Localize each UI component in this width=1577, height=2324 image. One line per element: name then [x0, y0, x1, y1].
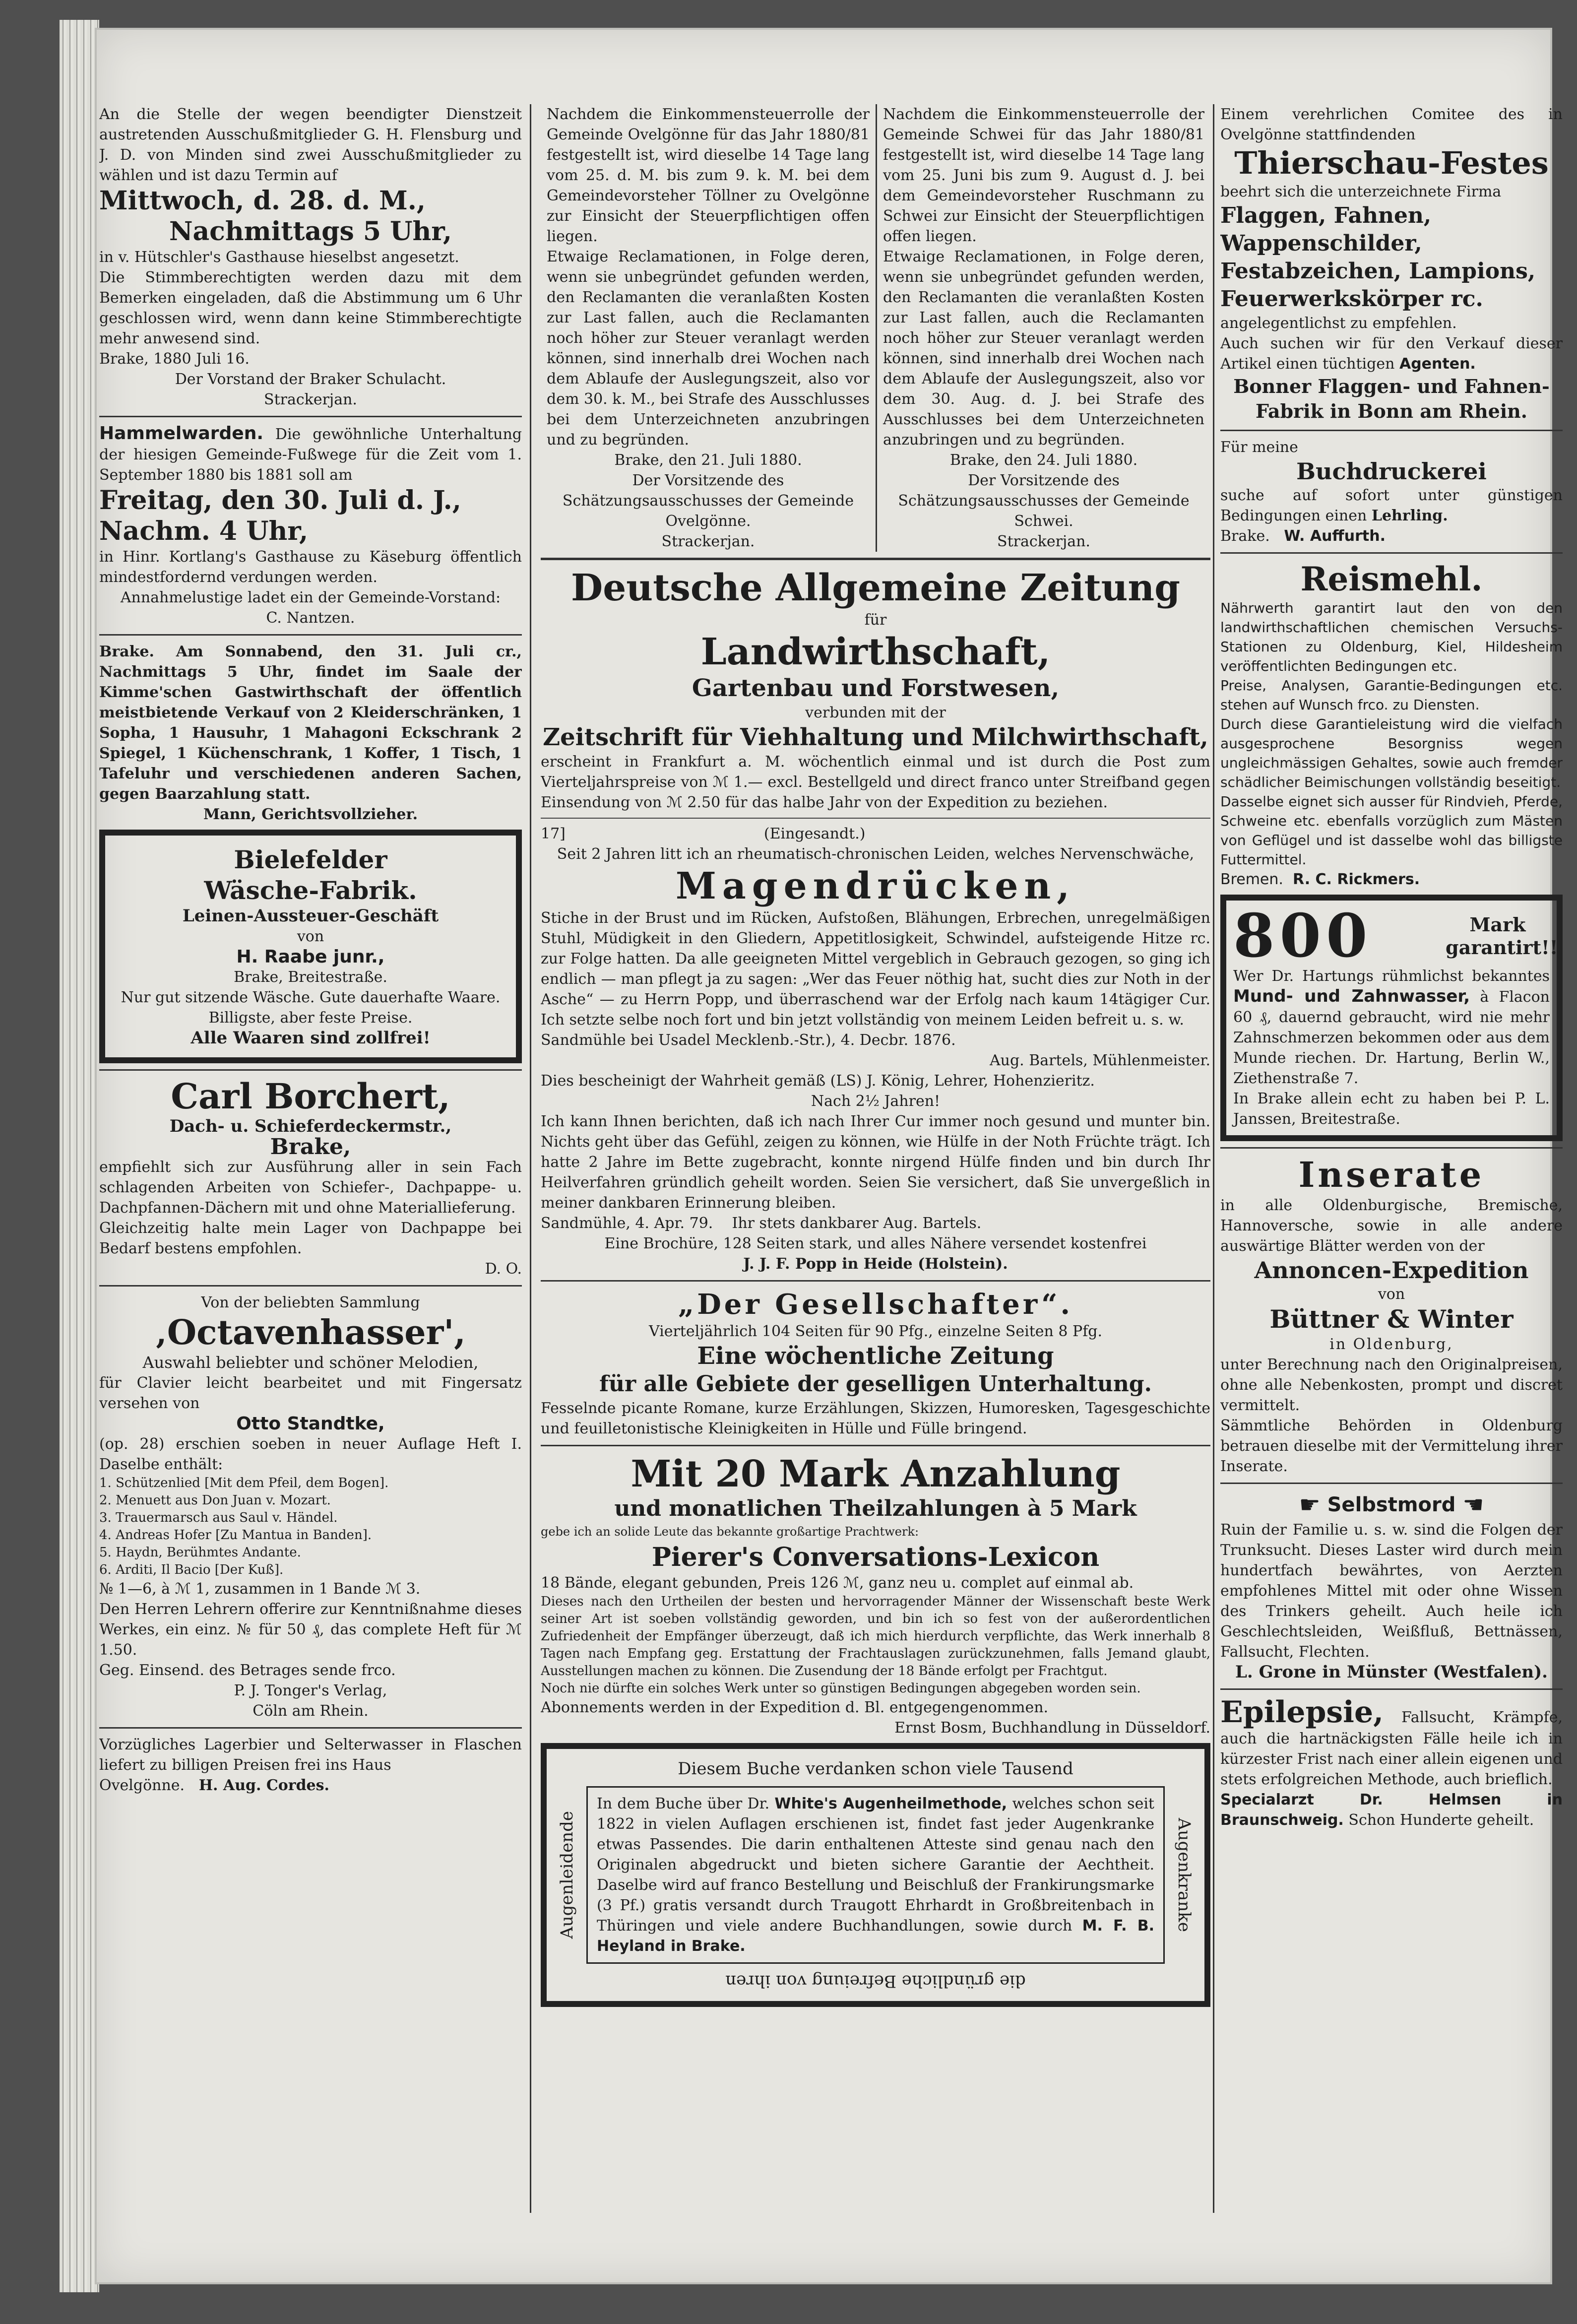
ad-text: An die Stelle der wegen beendigter Dienstzeit austretenden Ausschußmitglieder G. H. Flensburg und J. D. von Minden sind zwei Ausschußmitglieder zu wählen und ist dazu Termin auf [99, 106, 522, 184]
pointing-hand-icon: ☚ [1462, 1491, 1484, 1519]
ad-text: Nährwerth garantirt laut den von den landwirthschaftlichen chemischen Versuchs-Stationen zu Oldenburg, Kiel, Hildesheim veröffentlichten Bedingungen etc. [1220, 600, 1563, 674]
ad-name: White's Augenheilmethode, [774, 1795, 1008, 1812]
ad-mark: Mark garantirt!! [1446, 913, 1558, 959]
ad-text: Schon Hunderte geheilt. [1348, 1811, 1534, 1829]
column-rule [530, 104, 531, 2213]
box-right-text: Augenkranke [1174, 1818, 1194, 1932]
ad-text: Fesselnde picante Romane, kurze Erzählungen, Skizzen, Humoresken, Tagesgeschichte und feuilletonistische Kleinigkeiten in Hülle und Fülle bringend. [541, 1400, 1210, 1437]
column-4 [1220, 104, 1563, 2203]
ad-inserate [1220, 1155, 1563, 1477]
ad-text: Ich kann Ihnen berichten, daß ich nach Ihrer Cur immer noch gesund und munter bin. Nichts geht über das Gefühl, zeigen zu können, wie Hülfe in der Noth Früchte trägt. Ich hatte 2 Jahre im Bette zugebracht, konnte nirgend Hülfe finden und bin durch Ihr Heilverfahren gründlich geheilt worden. Seien Sie versichert, daß Sie unvergeßlich in meiner dankbaren Erinnerung bleiben. [541, 1113, 1210, 1212]
notice-text: Etwaige Reclamationen, in Folge deren, wenn sie unbegründet gefunden werden, den Reclamanten die veranlaßten Kosten zur Last fallen, auch die Reclamanten noch höher zur Steuer veranlagt werden können, sind innerhalb drei Wochen nach dem Ablaufe der Auslegungszeit, also vor dem 30. Aug. d. J. bei Strafe des Ausschlusses bei dem Unterzeichneten anzubringen und zu begründen. [883, 248, 1204, 449]
notice-date: Brake, den 24. Juli 1880. [949, 452, 1138, 469]
box-bottom-text: die gründliche Befreiung von ihren [725, 1971, 1026, 1991]
ad-text: Stiche in der Brust und im Rücken, Aufstoßen, Blähungen, Erbrechen, unregelmäßigen Stuhl, Müdigkeit in den Gliedern, Appetitlosigkeit, Schwindel, aufsteigende Hitze rc. zur Folge hatten. Da alle geeigneten Mittel vergeblich in Gebrauch gezogen, so ging ich endlich — man pflegt ja zu sagen: „Wer das Feuer nöthig hat, sucht dies zur Noth in der Asche“ — zu Herrn Popp, und überraschend war der Erfolg nach kaum 14tägiger Cur. Ich setzte selbe noch fort und bin jetzt vollständig von meinem Leiden befreit u. s. w. [541, 909, 1210, 1029]
notice-text: Etwaige Reclamationen, in Folge deren, wenn sie unbegründet gefunden werden, den Reclamanten die veranlaßten Kosten zur Last fallen, auch die Reclamanten noch höher zur Steuer veranlagt werden können, sind innerhalb drei Wochen nach dem Ablaufe der Auslegungszeit, also vor dem 30. k. M., bei Strafe des Ausschlusses bei dem Unterzeichneten anzubringen und zu begründen. [547, 248, 870, 449]
ad-name: C. Nantzen. [266, 609, 355, 627]
ad-text: Nach 2½ Jahren! [811, 1093, 941, 1110]
ad-firm: Büttner & Winter [1269, 1304, 1514, 1334]
ad-firm: Ernst Bosm, Buchhandlung in Düsseldorf. [894, 1719, 1210, 1737]
ad-header [1220, 1490, 1563, 1520]
notice-date: Brake, den 21. Juli 1880. [614, 452, 802, 469]
ad-mundwasser-box [1220, 895, 1563, 1141]
ad-subtitle: Eine wöchentliche Zeitung [697, 1342, 1054, 1370]
ad-octavenhasser [99, 1292, 522, 1721]
ad-text: in Hinr. Kortlang's Gasthause zu Käseburg öffentlich mindestfordernd verdungen werden. [99, 548, 522, 586]
ad-title: Bielefelder [234, 845, 387, 874]
ad-text: welches schon seit 1822 in vielen Auflagen erschienen ist, findet fast jeder Augenkranke etwas Passendes. Die darin enthaltenen Atteste sind genau nach den Originalen abgedruckt und bieten sichere Garantie der Aechtheit. Daselbe wird auf franco Bestellung und Beischluß der Frankirungsmarke (3 Pf.) gratis versandt durch Traugott Ehrhardt in Großbreitenbach in Thüringen und viele andere Buchhandlungen, sowie durch [597, 1795, 1154, 1935]
notice-text: Nachdem die Einkommensteuerrolle der Gemeinde Ovelgönne für das Jahr 1880/81 festgestellt ist, wird dieselbe 14 Tage lang vom 25. d. M. bis zum 9. k. M. bei dem Gemeindevorsteher Töllner zu Ovelgönne zur Einsicht der Steuerpflichtigen offen liegen. [547, 106, 870, 245]
ad-place: Sandmühle bei Usadel Mecklenb.-Str.), 4. Decbr. 1876. [541, 1032, 956, 1049]
divider [1220, 430, 1563, 431]
divider [541, 1280, 1210, 1282]
divider [99, 416, 522, 417]
list-item: 4. Andreas Hofer [Zu Mantua in Banden]. [99, 1528, 372, 1543]
ad-title: Deutsche Allgemeine Zeitung [571, 567, 1180, 609]
ad-text: (op. 28) erschien soeben in neuer Auflage Heft I. Daselbe enthält: [99, 1435, 522, 1473]
song-list [99, 1475, 522, 1579]
ad-title: Wäsche-Fabrik. [204, 876, 417, 905]
ad-text: Geg. Einsend. des Betrages sende frco. [99, 1662, 396, 1679]
divider [99, 1727, 522, 1729]
ad-von: von [297, 928, 324, 945]
page-edge [60, 20, 99, 2292]
divider [541, 558, 1210, 560]
ad-lehrling: Lehrling. [1371, 507, 1448, 524]
ad-text: Dieses nach den Urtheilen der besten und hervorragender Männer der Wissenschaft beste Werk seiner Art ist soeben vollständig geworden, und bin ich so fest von der außerordentlichen Zufriedenheit der Empfänger überzeugt, daß ich mich hierdurch verpflichte, das Werk innerhalb 8 Tagen nach Empfang geg. Erstattung der Frachtauslagen zurückzunehmen, falls Jemand glaubt, Ausstellungen machen zu können. Die Zusendung der 18 Bände erfolgt per Frachtgut. [541, 1594, 1210, 1678]
ad-text: Brake. Am Sonnabend, den 31. Juli cr., Nachmittags 5 Uhr, findet im Saale der Kimme'schen Gastwirthschaft der öffentlich meistbietende Verkauf von 2 Kleiderschränken, 1 Sopha, 1 Hausuhr, 1 Mahagoni Eckschrank 2 Spiegel, 1 Küchenschrank, 1 Koffer, 1 Tisch, 1 Tafeluhr und verschiedenen anderen Sachen, gegen Baarzahlung statt. [99, 643, 522, 803]
ad-name: R. C. Rickmers. [1293, 871, 1420, 888]
ad-number: 17] [541, 825, 566, 842]
ad-work: Pierer's Conversations-Lexicon [651, 1542, 1100, 1572]
ad-price: 18 Bände, elegant gebunden, Preis 126 ℳ, ganz neu u. complet auf einmal ab. [541, 1574, 1134, 1592]
ad-subtitle: Leinen-Aussteuer-Geschäft [182, 906, 439, 926]
list-item: 5. Haydn, Berühmtes Andante. [99, 1545, 301, 1560]
ad-list: Flaggen, Fahnen, Wappenschilder, Festabzeichen, Lampions, Feuerwerkskörper rc. [1220, 203, 1536, 312]
ad-text: Seit 2 Jahren litt ich an rheumatisch-chronischen Leiden, welches Nervenschwäche, [557, 845, 1195, 863]
list-item: 3. Trauermarsch aus Saul v. Händel. [99, 1510, 338, 1525]
ad-place: Brake, [270, 1134, 351, 1160]
ad-text: in v. Hütschler's Gasthause hieselbst angesetzt. [99, 249, 459, 266]
divider [99, 1285, 522, 1287]
ad-text: Auswahl beliebter und schöner Melodien, [142, 1353, 479, 1372]
ad-epilepsie [1220, 1696, 1563, 1830]
ad-text: Annahmelustige ladet ein der Gemeinde-Vorstand: [120, 589, 501, 606]
ad-bielefelder-box [99, 830, 522, 1063]
ad-name: Aug. Bartels, Mühlenmeister. [989, 1052, 1210, 1069]
ad-subtitle: und monatlichen Theilzahlungen à 5 Mark [614, 1496, 1137, 1521]
ad-place: Brake. [1220, 527, 1270, 545]
ad-title: Buchdruckerei [1296, 458, 1487, 485]
ad-title: ‚Octavenhasser', [155, 1313, 466, 1353]
ad-selbstmord [1220, 1490, 1563, 1682]
ad-text: Für meine [1220, 439, 1298, 456]
ad-text: in alle Oldenburgische, Bremische, Hannoversche, sowie in alle andere auswärtige Blätter werden von der [1220, 1197, 1563, 1255]
ad-signature: Der Vorstand der Braker Schulacht. [175, 371, 446, 388]
ad-name: Mann, Gerichtsvollzieher. [203, 806, 418, 823]
pointing-hand-icon: ☛ [1299, 1491, 1321, 1519]
ad-text: Preise, Analysen, Garantie-Bedingungen etc. stehen auf Wunsch frco. zu Diensten. [1220, 677, 1563, 713]
ad-text: Gleichzeitig halte mein Lager von Dachpappe bei Bedarf bestens empfohlen. [99, 1220, 522, 1257]
ad-sender: J. J. F. Popp in Heide (Holstein). [743, 1255, 1008, 1273]
ad-text: Auch suchen wir für den Verkauf dieser Artikel einen tüchtigen [1220, 335, 1563, 373]
ad-title: Carl Borchert, [171, 1076, 450, 1117]
ad-place: Sandmühle, 4. Apr. 79. [541, 1215, 713, 1232]
ad-thierschau [1220, 104, 1563, 424]
ad-title: Reismehl. [1300, 560, 1483, 598]
ad-title: Magendrücken, [676, 865, 1075, 907]
ad-text: für Clavier leicht bearbeitet und mit Fingersatz versehen von [99, 1374, 522, 1412]
divider [541, 1445, 1210, 1446]
ad-name: Strackerjan. [264, 391, 357, 408]
ad-title: Landwirthschaft, [700, 631, 1051, 673]
divider [1220, 1483, 1563, 1484]
ad-name: W. Auffurth. [1284, 527, 1386, 545]
ad-text: Von der beliebten Sammlung [201, 1294, 420, 1311]
box-header [1233, 901, 1558, 971]
ad-date: Mittwoch, d. 28. d. M., [99, 186, 426, 216]
ad-text: Die gewöhnliche Unterhaltung der hiesigen Gemeinde-Fußwege für die Zeit vom 1. September 1880 bis 1881 soll am [99, 426, 522, 484]
ad-text: Vierteljährlich 104 Seiten für 90 Pfg., einzelne Seiten 8 Pfg. [648, 1323, 1103, 1340]
ad-text: verbunden mit der [805, 704, 946, 721]
notice-signature: Der Vorsitzende des Schätzungsausschusses der Gemeinde Schwei. [898, 472, 1190, 530]
divider [1220, 1147, 1563, 1149]
notice-schwei [876, 104, 1210, 552]
ad-firm: H. Raabe junr., [236, 947, 385, 967]
ad-borchert [99, 1077, 522, 1279]
ad-text: Nur gut sitzende Wäsche. Gute dauerhafte Waare. [121, 989, 501, 1006]
ad-text: Ruin der Familie u. s. w. sind die Folgen der Trunksucht. Dieses Laster wird durch mein hundertfach bewährtes, von Aerzten empfohlenes Mittel mit oder ohne Wissen des Trinkers geheilt. Auch heile ich Geschlechtsleiden, Weißfluß, Bettnässen, Fallsucht, Flechten. [1220, 1521, 1563, 1661]
ad-reismehl [1220, 560, 1563, 890]
ad-subtitle: für alle Gebiete der geselligen Unterhaltung. [599, 1371, 1152, 1397]
ad-magendruecken [541, 824, 1210, 1274]
box-left-text: Augenleidende [557, 1811, 577, 1939]
ad-agent: Agenten. [1399, 355, 1476, 373]
ad-title: Thierschau-Festes [1234, 145, 1549, 181]
notice-name: Strackerjan. [661, 533, 755, 550]
ad-text: für [864, 611, 887, 629]
ad-text: Wer Dr. Hartungs rühmlichst bekanntes [1233, 968, 1550, 985]
ad-text: Den Herren Lehrern offerire zur Kenntnißnahme dieses Werkes, ein einz. № für 50 ₰, das complete Heft für ℳ 1.50. [99, 1601, 522, 1659]
ad-name: H. Aug. Cordes. [198, 1777, 329, 1794]
ad-name: L. Grone in Münster (Westfalen). [1235, 1662, 1548, 1682]
divider [1220, 552, 1563, 554]
ad-gesellschafter [541, 1288, 1210, 1439]
ad-date: Freitag, den 30. Juli d. J., Nachm. 4 Uhr, [99, 485, 461, 546]
ad-schulacht [99, 104, 522, 410]
ad-subtitle: Zeitschrift für Viehhaltung und Milchwirthschaft, [543, 723, 1208, 751]
ad-title: Inserate [1298, 1154, 1485, 1195]
ad-city: Cöln am Rhein. [252, 1702, 369, 1720]
ad-text: empfiehlt sich zur Ausführung aller in sein Fach schlagenden Arbeiten von Schiefer-, Dachpappe- u. Dachpfannen-Dächern mit und ohne Materiallieferung. [99, 1159, 522, 1217]
ad-firm: Bonner Flaggen- und Fahnen-Fabrik in Bonn am Rhein. [1233, 375, 1550, 422]
ad-text: Einem verehrlichen Comitee des in Ovelgönne stattfindenden [1220, 106, 1563, 143]
ad-text: Sämmtliche Behörden in Oldenburg betrauen dieselbe mit der Vermittelung ihrer Inserate. [1220, 1417, 1563, 1475]
ad-text: Dasselbe eignet sich ausser für Rindvieh, Pferde, Schweine etc. ebenfalls vorzüglich zum Mästen von Geflügel und ist dasselbe wohl das billigste Futtermittel. [1220, 793, 1563, 868]
column-2-3 [541, 104, 1210, 2208]
ad-text: In Brake allein echt zu haben bei P. L. Janssen, Breitestraße. [1233, 1090, 1550, 1128]
notice-ovelgoenne [541, 104, 876, 552]
divider [1220, 1688, 1563, 1690]
ad-subtitle: Gartenbau und Forstwesen, [692, 674, 1060, 702]
list-item: 2. Menuett aus Don Juan v. Mozart. [99, 1493, 331, 1508]
divider [99, 1069, 522, 1071]
ad-price: № 1—6, à ℳ 1, zusammen in 1 Bande ℳ 3. [99, 1580, 421, 1598]
ad-heading: Hammelwarden. [99, 423, 263, 444]
list-item: 6. Arditi, Il Bacio [Der Kuß]. [99, 1562, 284, 1577]
ad-buchdruckerei [1220, 437, 1563, 546]
ad-auction [99, 642, 522, 825]
ad-title: „Der Gesellschafter“. [678, 1288, 1073, 1321]
ad-lagerbier [99, 1735, 522, 1796]
ad-von: von [1378, 1286, 1405, 1303]
ad-trade: Dach- u. Schieferdeckermstr., [169, 1116, 452, 1136]
ad-place: Ovelgönne. [99, 1777, 185, 1794]
ad-firm: Annoncen-Expedition [1254, 1257, 1529, 1284]
ad-time: Nachmittags 5 Uhr, [169, 216, 452, 247]
ad-text: gebe ich an solide Leute das bekannte großartige Prachtwerk: [541, 1525, 919, 1539]
ad-text: angelegentlichst zu empfehlen. [1220, 315, 1457, 332]
ad-text: Dies bescheinigt der Wahrheit gemäß (LS) J. König, Lehrer, Hohenzieritz. [541, 1072, 1095, 1090]
ad-text: Vorzügliches Lagerbier und Selterwasser in Flaschen liefert zu billigen Preisen frei ins Haus [99, 1736, 522, 1774]
ad-doctor: Specialarzt Dr. Helmsen in Braunschweig. [1220, 1791, 1563, 1829]
ad-text: Die Stimmberechtigten werden dazu mit dem Bemerken eingeladen, daß die Abstimmung um 6 Uhr geschlossen wird, wenn dann keine Stimmberechtigte mehr anwesend sind. [99, 269, 522, 347]
ad-city: in Oldenburg, [1329, 1336, 1453, 1353]
notice-name: Strackerjan. [997, 533, 1090, 550]
inner-box [586, 1786, 1165, 1964]
ad-text: erscheint in Frankfurt a. M. wöchentlich einmal und ist durch die Post zum Vierteljahrspreise von ℳ 1.— excl. Bestellgeld und direct franco unter Streifband gegen Einsendung von ℳ 2.50 für das halbe Jahr von der Expedition zu beziehen. [541, 753, 1210, 811]
ad-author: Otto Standtke, [236, 1414, 385, 1434]
ad-hammelwarden [99, 423, 522, 628]
box-top-text: Diesem Buche verdanken schon viele Tausend [678, 1759, 1073, 1779]
ad-text: Noch nie dürfte ein solches Werk unter so günstigen Bedingungen abgegeben worden sein. [541, 1681, 1141, 1696]
ad-address: Brake, Breitestraße. [234, 968, 387, 986]
ad-text: à Flacon 60 ₰, dauernd gebraucht, wird nie mehr Zahnschmerzen bekommen oder aus dem Munde riechen. Dr. Hartung, Berlin W., Ziethenstraße 7. [1233, 988, 1550, 1087]
ad-text: beehrt sich die unterzeichnete Firma [1220, 183, 1502, 200]
tax-notices [541, 104, 1210, 552]
notice-signature: Der Vorsitzende des Schätzungsausschusses der Gemeinde Ovelgönne. [562, 472, 854, 530]
ad-pierer [541, 1452, 1210, 1738]
ad-name: Ihr stets dankbarer Aug. Bartels. [732, 1215, 982, 1232]
ad-product: Mund- und Zahnwasser, [1233, 986, 1470, 1006]
list-item: 1. Schützenlied [Mit dem Pfeil, dem Bogen]. [99, 1476, 389, 1490]
ad-place: Bremen. [1220, 871, 1283, 888]
ad-text: In dem Buche über Dr. [597, 1795, 770, 1812]
ad-text: Fallsucht, Krämpfe, auch die hartnäckigsten Fälle heile ich in kürzester Frist nach einer allein eigenen und stets erfolgreichen Methode, auch brieflich. [1220, 1709, 1563, 1788]
ad-white-box [541, 1743, 1210, 2007]
ad-label: (Eingesandt.) [763, 825, 866, 842]
ad-text: unter Berechnung nach den Originalpreisen, ohne alle Nebenkosten, prompt und discret vermittelt. [1220, 1356, 1563, 1414]
divider [99, 634, 522, 636]
ad-text: Durch diese Garantieleistung wird die vielfach ausgesprochene Besorgniss wegen ungleichmässigen Gehaltes, sowie auch fremder schädlicher Beimischungen vollständig beseitigt. [1220, 716, 1563, 790]
ad-text: Eine Brochüre, 128 Seiten stark, und alles Nähere versendet kostenfrei [604, 1235, 1147, 1252]
ad-title: Epilepsie, [1220, 1695, 1384, 1730]
ad-dealer: M. F. B. Heyland in Brake. [597, 1917, 1154, 1955]
column-1 [99, 104, 522, 2203]
ad-title: Mit 20 Mark Anzahlung [631, 1453, 1121, 1495]
ad-text: Billigste, aber feste Preise. [208, 1009, 413, 1027]
ad-title: Selbstmord [1327, 1493, 1456, 1516]
ad-zeitung [541, 566, 1210, 813]
ad-publisher: P. J. Tonger's Verlag, [234, 1682, 387, 1699]
divider [541, 818, 1210, 819]
column-rule [1213, 104, 1214, 2213]
ad-text: Alle Waaren sind zollfrei! [190, 1028, 431, 1048]
notice-text: Nachdem die Einkommensteuerrolle der Gemeinde Schwei für das Jahr 1880/81 festgestellt ist, wird dieselbe 14 Tage lang vom 25. Juni bis zum 9. August d. J. bei dem Gemeindevorsteher Ruschmann zu Schwei zur Einsicht der Steuerpflichtigen offen liegen. [883, 106, 1204, 245]
ad-signature: D. O. [485, 1260, 522, 1278]
ad-text: Abonnements werden in der Expedition d. Bl. entgegengenommen. [541, 1699, 1049, 1716]
ad-amount: 800 [1233, 901, 1373, 971]
ad-date-line: Brake, 1880 Juli 16. [99, 350, 250, 368]
ad-text: suche auf sofort unter günstigen Bedingungen einen [1220, 487, 1563, 524]
